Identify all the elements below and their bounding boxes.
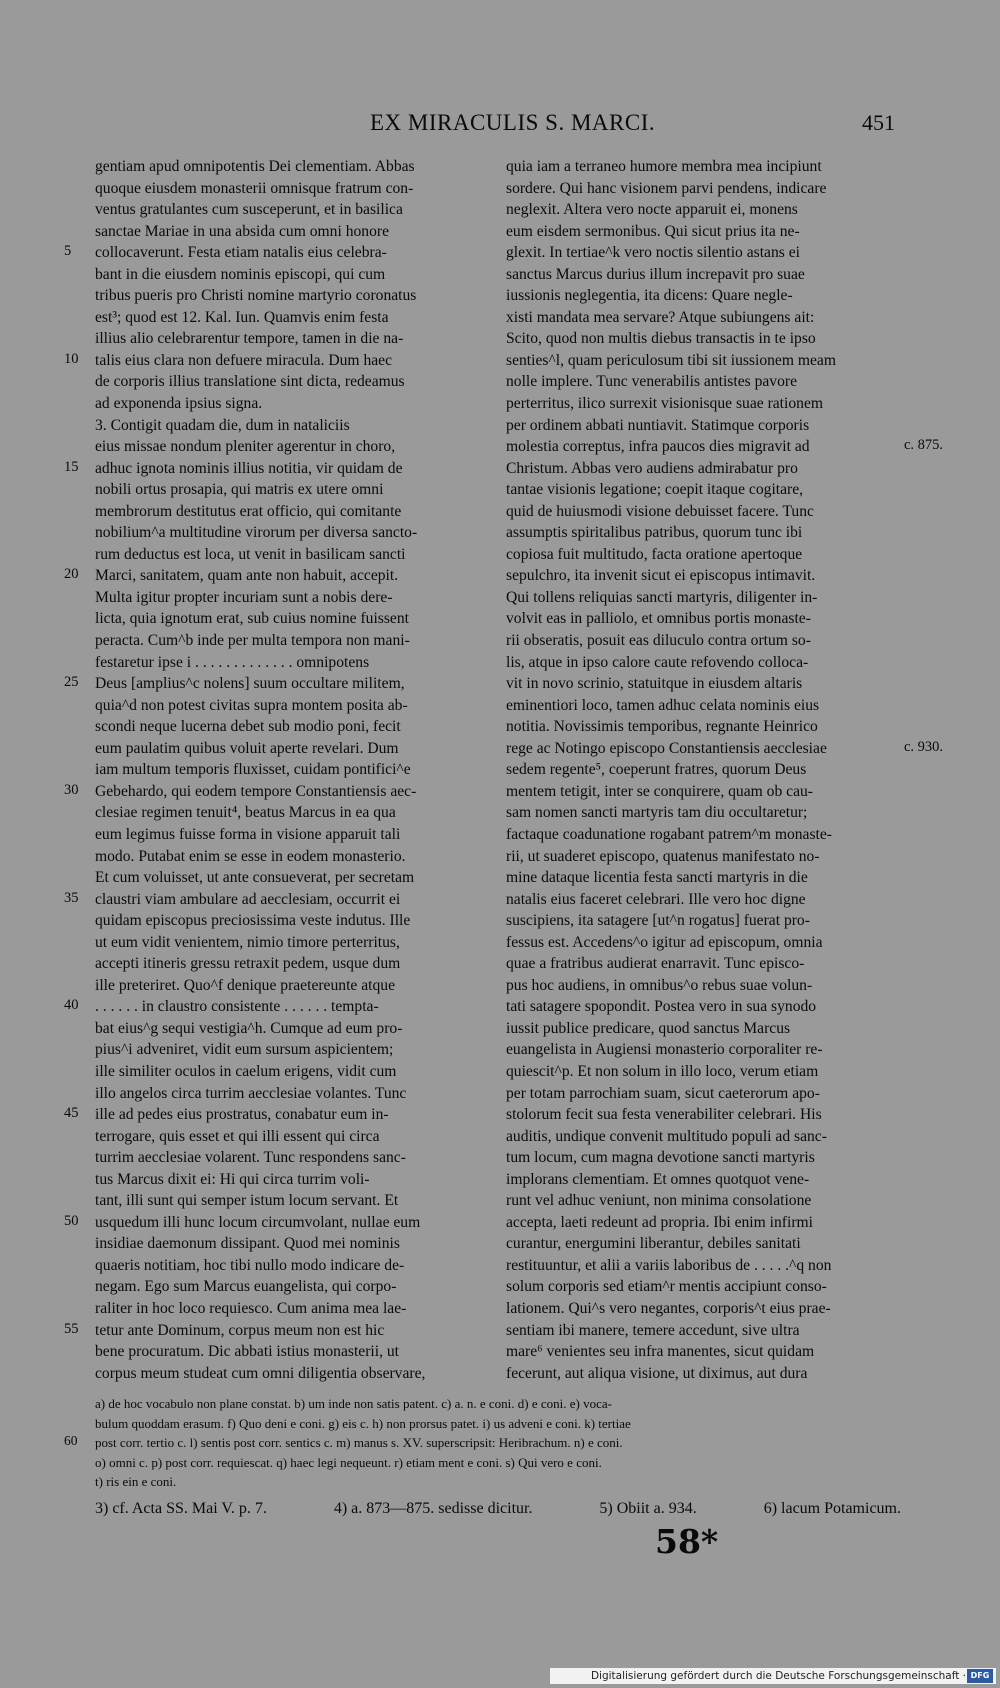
- line-number: 15: [64, 458, 79, 475]
- text-line: eminentiori loco, tamen adhuc celata nominis eius: [506, 696, 820, 714]
- line-number: 20: [64, 566, 79, 583]
- text-line: turrim aecclesiae volarent. Tunc respondens sanc-: [95, 1149, 406, 1167]
- text-line: quoque eiusdem monasterii omnisque fratrum con-: [95, 179, 414, 197]
- text-line: usquedum illi hunc locum circumvolant, nullae eum: [95, 1213, 421, 1231]
- text-line: accepta, laeti redeunt ad propria. Ibi enim infirmi: [506, 1213, 813, 1231]
- text-line: mare⁶ venientes seu infra manentes, sicut quidam: [506, 1343, 815, 1361]
- text-line: sanctus Marcus durius illum increpavit pro suae: [506, 265, 805, 283]
- text-line: vit in novo scrinio, statuitque in eiusdem altaris: [506, 675, 803, 693]
- text-line: natalis eius faceret celebrari. Ille vero hoc digne: [506, 890, 806, 908]
- text-line: runt vel adhuc veniunt, non minima consolatione: [506, 1192, 812, 1210]
- text-line: Multa igitur propter incuriam sunt a nobis dere-: [95, 588, 393, 606]
- text-line: Gebehardo, qui eodem tempore Constantiensis aec-: [95, 782, 417, 800]
- text-line: eum legimus fuisse forma in visione apparuit tali: [95, 825, 401, 843]
- text-line: auditis, undique convenit multitudo populi ad sanc-: [506, 1127, 827, 1145]
- text-line: illo angelos circa turrim aecclesiae volantes. Tunc: [95, 1084, 407, 1102]
- text-line: tantae visionis legatione; coepit itaque cogitare,: [506, 481, 804, 499]
- running-title: EX MIRACULIS S. MARCI.: [370, 110, 656, 135]
- text-line: bene procuratum. Dic abbati istius monasterii, ut: [95, 1343, 400, 1361]
- reference-notes: [95, 1500, 901, 1518]
- text-line: sepulchro, ita invenit sicut ei episcopus intimavit.: [506, 567, 816, 585]
- text-line: sam nomen sancti martyris tam diu occultaretur;: [506, 804, 808, 822]
- text-line: quiescit^p. Et non solum in illo loco, verum etiam: [506, 1062, 819, 1080]
- text-line: terrogare, quis esset et qui illi essent qui circa: [95, 1127, 380, 1145]
- right-text-column: [506, 156, 918, 1384]
- text-line: fecerunt, aut aliqua visione, ut diximus, aut dura: [506, 1364, 808, 1382]
- text-line: Scito, quod non multis diebus transactis in te ipso: [506, 330, 816, 348]
- footnote-line: o) omni c. p) post corr. requiescat. q) haec legi nequeunt. r) etiam ment e coni. s) Qui vero e coni.: [95, 1454, 602, 1470]
- text-line: rii, ut suaderet episcopo, quatenus manifestato no-: [506, 847, 820, 865]
- text-line: eum paulatim quibus voluit aperte revelari. Dum: [95, 739, 399, 757]
- text-line: fessus est. Accedens^o igitur ad episcopum, omnia: [506, 933, 823, 951]
- text-line: assumptis spiritalibus patribus, quorum tunc ibi: [506, 524, 803, 542]
- text-line: quaeris notitiam, hoc tibi nullo modo indicare de-: [95, 1256, 405, 1274]
- text-line: lationem. Qui^s vero negantes, corporis^t eius prae-: [506, 1299, 831, 1317]
- text-line: bant in die eiusdem nominis episcopi, qui cum: [95, 265, 386, 283]
- text-line: corpus meum studeat cum omni diligentia observare,: [95, 1364, 426, 1382]
- text-line: curantur, energumini liberantur, debiles sanitati: [506, 1235, 801, 1253]
- text-line: quia iam a terraneo humore membra mea incipiunt: [506, 158, 822, 175]
- text-line: molestia correptus, infra paucos dies migravit ad: [506, 438, 810, 456]
- line-number: 35: [64, 889, 79, 906]
- text-line: ut eum vidit venientem, nimio timore perterritus,: [95, 933, 400, 951]
- text-line: tati satagere spopondit. Postea vero in sua synodo: [506, 998, 817, 1016]
- text-line: copiosa fuit multitudo, facta oratione apertoque: [506, 545, 803, 563]
- text-line: notitia. Novissimis temporibus, regnante Heinrico: [506, 718, 818, 736]
- text-line: claustri viam ambulare ad aecclesiam, occurrit ei: [95, 890, 401, 908]
- text-line: . . . . . . in claustro consistente . . . . . . tempta-: [95, 998, 379, 1016]
- text-line: accepti itineris gressu retraxit pedem, usque dum: [95, 955, 401, 973]
- text-line: Deus [amplius^c nolens] suum occultare militem,: [95, 675, 405, 693]
- text-line: restituuntur, et alii a variis laboribus de . . . . .^q non: [506, 1256, 832, 1274]
- signature-mark: 58*: [655, 1522, 719, 1561]
- text-line: adhuc ignota nominis illius notitia, vir quidam de: [95, 459, 403, 477]
- text-line: eius missae nondum pleniter agerentur in choro,: [95, 438, 396, 456]
- text-line: modo. Putabat enim se esse in eodem monasterio.: [95, 847, 406, 865]
- text-line: lis, atque in ipso calore caute refovendo colloca-: [506, 653, 809, 671]
- text-line: tribus pueris pro Christi nomine martyrio coronatus: [95, 287, 417, 305]
- text-line: membrorum destitutus erat officio, qui comitante: [95, 502, 402, 520]
- text-line: neglexit. Altera vero nocte apparuit ei, monens: [506, 201, 798, 219]
- text-line: sanctae Mariae in una absida cum omni honore: [95, 222, 390, 240]
- text-line: xisti mandata mea servare? Atque subiungens ait:: [506, 308, 815, 326]
- text-line: Et cum voluisset, ut ante consueverat, per secretam: [95, 869, 415, 887]
- line-number: 5: [64, 243, 72, 260]
- text-line: insidiae daemonum dissipant. Quod mei nominis: [95, 1235, 400, 1253]
- text-line: stolorum fecit sua festa venerabiliter celebrari. His: [506, 1106, 822, 1124]
- text-line: tant, illi sunt qui semper istum locum servant. Et: [95, 1192, 399, 1210]
- text-line: nobili ortus prosapia, qui matris ex utere omni: [95, 481, 384, 499]
- text-line: factaque coadunatione rogabant patrem^m monaste-: [506, 825, 832, 843]
- footnote-line: t) ris ein e coni.: [95, 1474, 177, 1489]
- text-line: talis eius clara non defuere miracula. Dum haec: [95, 351, 393, 369]
- dfg-logo: DFG: [967, 1669, 993, 1683]
- reference-note: 6) lacum Potamicum.: [763, 1500, 901, 1517]
- text-line: quid de huiusmodi visione debuisset facere. Tunc: [506, 502, 814, 520]
- text-line: tum locum, cum magna devotione sancti martyris: [506, 1149, 815, 1167]
- footnote-line: bulum quoddam erasum. f) Quo deni e coni. g) eis c. h) non prorsus patet. i) us adveni e coni. k) tertiae: [95, 1415, 631, 1431]
- page-header: [0, 110, 1000, 144]
- text-line: per totam parrochiam suam, sicut caeterorum apo-: [506, 1084, 820, 1102]
- text-line: perterritus, ilico surrexit visionisque suae rationem: [506, 395, 823, 413]
- footnote-line-number: 60: [64, 1433, 78, 1448]
- text-line: Marci, sanitatem, quam ante non habuit, accepit.: [95, 567, 399, 585]
- text-line: negam. Ego sum Marcus euangelista, qui corpo-: [95, 1278, 397, 1296]
- text-line: suscipiens, ita satagere [ut^n rogatus] fuerat pro-: [506, 912, 810, 930]
- text-line: quae a fratribus audierat enarravit. Tunc episco-: [506, 955, 805, 973]
- text-line: sentiam ibi manere, temere accedunt, sive ultra: [506, 1321, 800, 1339]
- text-line: iam multum temporis fluxisset, cuidam pontifici^e: [95, 761, 411, 779]
- text-line: de corporis illius translatione sint dicta, redeamus: [95, 373, 405, 391]
- reference-note: 4) a. 873—875. sedisse dicitur.: [333, 1500, 533, 1517]
- line-number: 30: [64, 781, 79, 798]
- text-line: peracta. Cum^b inde per multa tempora non mani-: [95, 632, 410, 650]
- text-line: est³; quod est 12. Kal. Iun. Quamvis enim festa: [95, 308, 389, 326]
- text-line: clesiae regimen tenuit⁴, beatus Marcus in ea qua: [95, 804, 396, 822]
- text-line: collocaverunt. Festa etiam natalis eius celebra-: [95, 244, 387, 262]
- text-line: mentem tetigit, inter se conquirere, quam ob cau-: [506, 782, 814, 800]
- text-line: senties^l, quam periculosum tibi sit iussionem meam: [506, 351, 836, 369]
- digitization-credit: Digitalisierung gefördert durch die Deutsche Forschungsgemeinschaft ·: [550, 1668, 996, 1684]
- text-line: sordere. Qui hanc visionem parvi pendens, indicare: [506, 179, 827, 197]
- text-line: solum corporis sed etiam^r mentis accipiunt conso-: [506, 1278, 827, 1296]
- text-line: 3. Contigit quadam die, dum in nataliciis: [95, 416, 350, 434]
- text-line: illius alio celebrarentur tempore, tamen in die na-: [95, 330, 404, 348]
- text-line: mine dataque licentia festa sancti martyris in die: [506, 869, 808, 887]
- line-number: 25: [64, 674, 79, 691]
- text-line: pus hoc audiens, in omnibus^o rebus suae volun-: [506, 976, 813, 994]
- text-line: rum deductus est loca, ut venit in basilicam sancti: [95, 545, 406, 563]
- reference-note: 5) Obiit a. 934.: [599, 1500, 697, 1517]
- text-line: rege ac Notingo episcopo Constantiensis aecclesiae: [506, 739, 827, 757]
- footnote-line: a) de hoc vocabulo non plane constat. b) um inde non satis patent. c) a. n. e coni. d) e coni. e) voca-: [95, 1396, 612, 1411]
- text-line: scondi neque lucerna debet sub modio poni, fecit: [95, 718, 401, 736]
- text-line: quidam episcopus preciosissima veste indutus. Ille: [95, 912, 411, 930]
- critical-apparatus: [95, 1394, 901, 1492]
- text-line: raliter in hoc loco requiesco. Cum anima mea lae-: [95, 1299, 407, 1317]
- margin-date-note: c. 930.: [904, 738, 944, 755]
- footnote-line: post corr. tertio c. l) sentis post corr. sentics c. m) manus s. XV. superscripsit: Heribrachum. n) e coni.: [95, 1435, 623, 1450]
- text-line: festaretur ipse i . . . . . . . . . . . . . omnipotens: [95, 653, 370, 671]
- reference-note: 3) cf. Acta SS. Mai V. p. 7.: [95, 1500, 267, 1517]
- text-line: rii obseratis, posuit eas diluculo contra ortum so-: [506, 632, 811, 650]
- text-line: iussionis neglegentia, ita dicens: Quare negle-: [506, 287, 793, 305]
- text-line: implorans clementiam. Et omnes quotquot vene-: [506, 1170, 810, 1188]
- text-line: ad exponenda ipsius signa.: [95, 395, 263, 413]
- text-line: pius^i adveniret, vidit eum sursum aspicientem;: [95, 1041, 394, 1059]
- line-number: 45: [64, 1105, 79, 1122]
- left-text-column: [95, 156, 507, 1384]
- text-line: bat eius^g sequi vestigia^h. Cumque ad eum pro-: [95, 1019, 403, 1037]
- text-line: nolle implere. Tunc venerabilis antistes pavore: [506, 373, 798, 391]
- text-line: ille preteriret. Quo^f denique praetereunte atque: [95, 976, 395, 994]
- text-line: per ordinem abbati nuntiavit. Statimque corporis: [506, 416, 810, 434]
- text-line: ille similiter oculos in caelum erigens, vidit cum: [95, 1062, 397, 1080]
- line-number: 10: [64, 350, 79, 367]
- text-line: gentiam apud omnipotentis Dei clementiam. Abbas: [95, 158, 415, 175]
- text-line: Christum. Abbas vero audiens admirabatur pro: [506, 459, 798, 477]
- line-number: 40: [64, 997, 79, 1014]
- line-number: 55: [64, 1320, 79, 1337]
- line-number: 50: [64, 1212, 79, 1229]
- text-line: euangelista in Augiensi monasterio corporaliter re-: [506, 1041, 823, 1059]
- margin-date-note: c. 875.: [904, 437, 944, 454]
- page-number: 451: [862, 110, 895, 135]
- text-line: eum eisdem sermonibus. Qui sicut prius ita ne-: [506, 222, 800, 240]
- text-line: tetur ante Dominum, corpus meum non est hic: [95, 1321, 385, 1339]
- text-line: tus Marcus dixit ei: Hi qui circa turrim voli-: [95, 1170, 370, 1188]
- text-line: nobilium^a multitudine virorum per diversa sancto-: [95, 524, 418, 542]
- text-line: ille ad pedes eius prostratus, conabatur eum in-: [95, 1106, 389, 1124]
- text-line: glexit. In tertiae^k vero noctis silentio astans ei: [506, 244, 800, 262]
- text-line: iussit publice predicare, quod sanctus Marcus: [506, 1019, 791, 1037]
- text-line: licta, quia ignotum erat, sub cuius nomine fuissent: [95, 610, 409, 628]
- text-line: quia^d non potest civitas supra montem posita ab-: [95, 696, 408, 714]
- text-line: ventus gratulantes cum susceperunt, et in basilica: [95, 201, 403, 219]
- text-line: volvit eas in palliolo, et omnibus portis monaste-: [506, 610, 811, 628]
- text-line: sedem regente⁵, coeperunt fratres, quorum Deus: [506, 761, 807, 779]
- text-line: Qui tollens reliquias sancti martyris, diligenter in-: [506, 588, 818, 606]
